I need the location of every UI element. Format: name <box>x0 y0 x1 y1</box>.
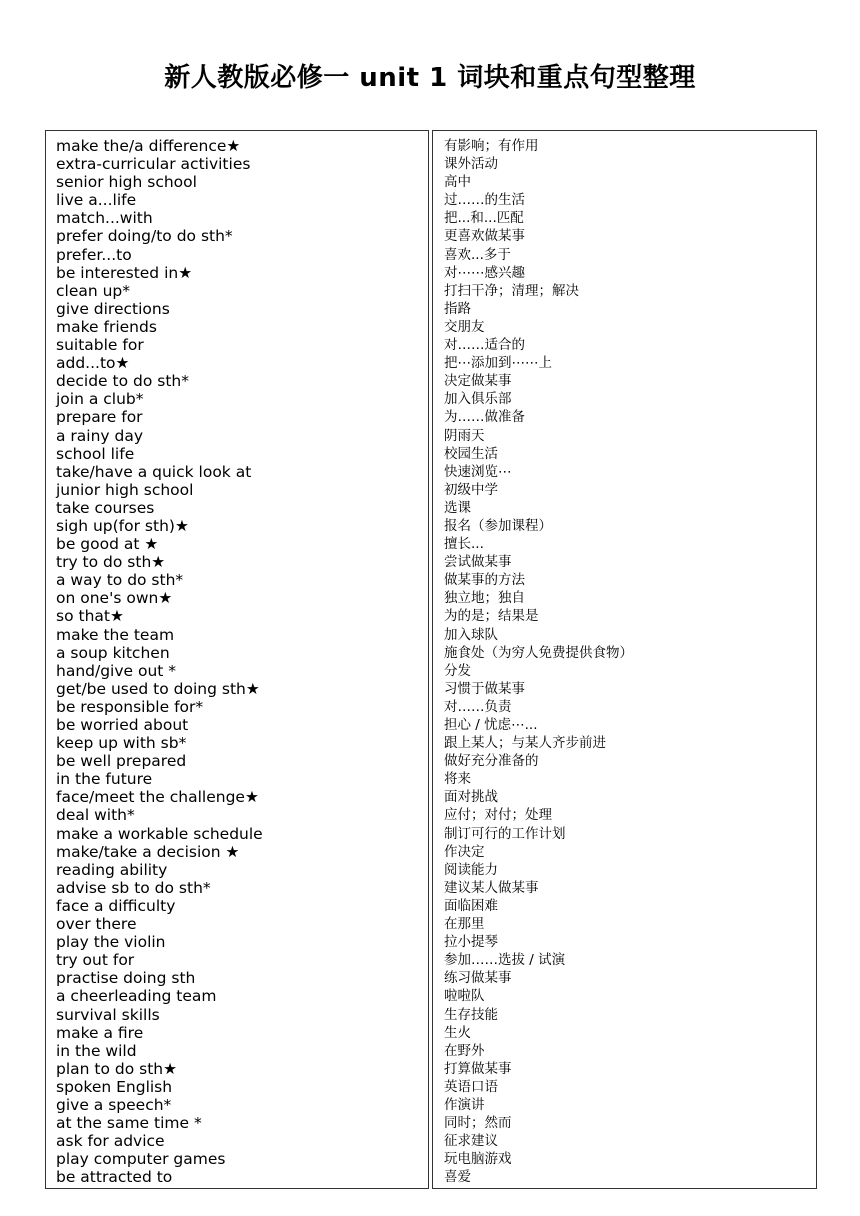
phrase-item: over there <box>56 915 137 934</box>
phrase-item: so that★ <box>56 607 124 626</box>
phrase-item: join a club* <box>56 390 144 409</box>
meaning-item: 加入球队 <box>444 626 498 643</box>
meaning-item: 拉小提琴 <box>444 934 498 951</box>
meaning-item: 指路 <box>444 300 471 317</box>
phrases-column <box>45 130 429 1189</box>
meaning-item: 做好充分准备的 <box>444 753 539 770</box>
meaning-item: 课外活动 <box>444 156 498 173</box>
meaning-item: 面对挑战 <box>444 789 498 806</box>
meaning-item: 在那里 <box>444 916 485 933</box>
phrase-item: give a speech* <box>56 1095 172 1114</box>
phrase-item: reading ability <box>56 860 168 879</box>
phrase-item: make friends <box>56 317 157 336</box>
phrase-item: take/have a quick look at <box>56 462 252 481</box>
meaning-item: 喜爱 <box>444 1169 471 1186</box>
meaning-item: 选课 <box>444 499 471 516</box>
phrase-item: be well prepared <box>56 752 187 771</box>
phrase-item: be responsible for* <box>56 697 204 716</box>
phrase-item: a soup kitchen <box>56 643 170 662</box>
phrase-item: make a workable schedule <box>56 824 263 843</box>
phrase-item: be interested in★ <box>56 263 193 282</box>
meaning-item: 打扫干净；清理；解决 <box>444 282 579 299</box>
phrase-item: make the team <box>56 625 175 644</box>
phrase-item: be worried about <box>56 716 189 734</box>
meaning-item: 对⋯⋯感兴趣 <box>444 264 525 281</box>
phrase-item: a way to do sth* <box>56 571 184 590</box>
meaning-item: 打算做某事 <box>444 1060 512 1077</box>
meaning-item: 初级中学 <box>444 481 498 498</box>
meaning-item: 决定做某事 <box>444 373 512 390</box>
phrase-item: play computer games <box>56 1150 226 1169</box>
meaning-item: 快速浏览⋯ <box>444 463 512 480</box>
meaning-item: 把⋯添加到⋯⋯上 <box>444 355 552 372</box>
meaning-item: 尝试做某事 <box>444 554 512 571</box>
meaning-item: 喜欢...多于 <box>444 246 511 263</box>
meaning-item: 为的是；结果是 <box>444 608 539 625</box>
phrase-item: prepare for <box>56 408 143 427</box>
phrase-item: play the violin <box>56 933 166 952</box>
phrase-item: suitable for <box>56 336 144 355</box>
meaning-item: 作决定 <box>444 843 485 860</box>
phrase-item: clean up* <box>56 281 131 300</box>
meaning-item: 把...和...匹配 <box>444 210 524 227</box>
phrase-item: keep up with sb* <box>56 734 187 753</box>
meaning-item: 征求建议 <box>444 1133 498 1150</box>
meaning-item: 高中 <box>444 174 471 191</box>
meaning-item: 同时；然而 <box>444 1115 512 1132</box>
phrase-item: make a fire <box>56 1023 144 1042</box>
phrase-item: extra-curricular activities <box>56 155 251 174</box>
meaning-list <box>444 137 633 1186</box>
meaning-item: 报名（参加课程） <box>444 517 552 534</box>
meaning-item: 更喜欢做某事 <box>444 228 525 245</box>
phrase-item: advise sb to do sth* <box>56 878 211 897</box>
meaning-item: 参加……选拔 / 试演 <box>444 952 566 969</box>
meaning-item: 担心 / 忧虑⋯... <box>444 717 538 733</box>
phrase-item: be attracted to <box>56 1168 173 1187</box>
phrase-item: decide to do sth* <box>56 372 189 391</box>
meanings-column <box>432 130 817 1189</box>
meaning-item: 将来 <box>444 771 471 788</box>
meaning-item: 英语口语 <box>444 1078 498 1095</box>
meaning-item: 玩电脑游戏 <box>444 1151 512 1168</box>
meaning-item: 阅读能力 <box>444 861 498 878</box>
phrase-item: make/take a decision ★ <box>56 842 240 861</box>
phrase-item: take courses <box>56 498 155 517</box>
meaning-item: 建议某人做某事 <box>444 879 539 896</box>
phrase-item: face/meet the challenge★ <box>56 788 259 807</box>
phrase-item: prefer...to <box>56 245 132 264</box>
phrase-item: a rainy day <box>56 426 144 445</box>
phrase-list <box>56 137 263 1186</box>
meaning-item: 制订可行的工作计划 <box>444 825 566 842</box>
phrase-item: junior high school <box>56 480 194 499</box>
page-title: 新人教版必修一 unit 1 词块和重点句型整理 <box>164 63 696 93</box>
phrase-item: a cheerleading team <box>56 987 217 1006</box>
meaning-item: 加入俱乐部 <box>444 391 512 408</box>
meaning-item: 练习做某事 <box>444 970 512 987</box>
meaning-item: 对……适合的 <box>444 337 525 354</box>
meaning-item: 习惯于做某事 <box>444 680 525 697</box>
meaning-item: 面临困难 <box>444 897 498 914</box>
phrase-item: add...to★ <box>56 354 130 373</box>
meaning-item: 擅长... <box>444 536 484 553</box>
phrase-item: make the/a difference★ <box>56 137 241 155</box>
meaning-item: 生火 <box>444 1024 471 1041</box>
phrase-item: hand/give out * <box>56 661 177 680</box>
meaning-item: 啦啦队 <box>444 988 485 1005</box>
meaning-item: 分发 <box>444 662 471 679</box>
meaning-item: 独立地；独自 <box>444 590 525 607</box>
phrase-item: sigh up(for sth)★ <box>56 516 189 535</box>
meaning-item: 过……的生活 <box>444 192 525 209</box>
phrase-item: practise doing sth <box>56 969 196 988</box>
meaning-item: 应付；对付；处理 <box>444 807 552 824</box>
phrase-item: try out for <box>56 951 135 970</box>
phrase-item: survival skills <box>56 1005 160 1024</box>
phrase-item: get/be used to doing sth★ <box>56 679 260 698</box>
meaning-item: 对……负责 <box>444 698 512 715</box>
phrase-item: be good at ★ <box>56 535 159 554</box>
phrase-item: face a difficulty <box>56 896 176 915</box>
meaning-item: 为……做准备 <box>444 409 525 426</box>
meaning-item: 校园生活 <box>444 445 498 462</box>
phrase-item: try to do sth★ <box>56 553 166 572</box>
phrase-item: deal with* <box>56 806 135 825</box>
phrase-item: senior high school <box>56 173 197 192</box>
meaning-item: 阴雨天 <box>444 427 485 444</box>
meaning-item: 交朋友 <box>444 318 485 335</box>
meaning-item: 做某事的方法 <box>444 572 525 589</box>
meaning-item: 在野外 <box>444 1042 485 1059</box>
phrase-item: on one's own★ <box>56 589 173 608</box>
phrase-item: school life <box>56 444 135 463</box>
phrase-item: in the future <box>56 770 153 789</box>
phrase-item: live a...life <box>56 191 137 210</box>
phrase-item: in the wild <box>56 1041 137 1060</box>
meaning-item: 跟上某人；与某人齐步前进 <box>444 735 606 752</box>
meaning-item: 生存技能 <box>444 1006 498 1023</box>
phrase-item: give directions <box>56 299 170 318</box>
meaning-item: 有影响；有作用 <box>444 138 539 154</box>
meaning-item: 施食处（为穷人免费提供食物） <box>444 644 633 661</box>
phrase-item: prefer doing/to do sth* <box>56 227 233 246</box>
phrase-item: plan to do sth★ <box>56 1059 178 1078</box>
phrase-item: spoken English <box>56 1077 173 1096</box>
phrase-item: ask for advice <box>56 1132 165 1151</box>
phrase-item: at the same time * <box>56 1114 202 1133</box>
meaning-item: 作演讲 <box>444 1096 485 1113</box>
phrase-item: match...with <box>56 209 153 228</box>
